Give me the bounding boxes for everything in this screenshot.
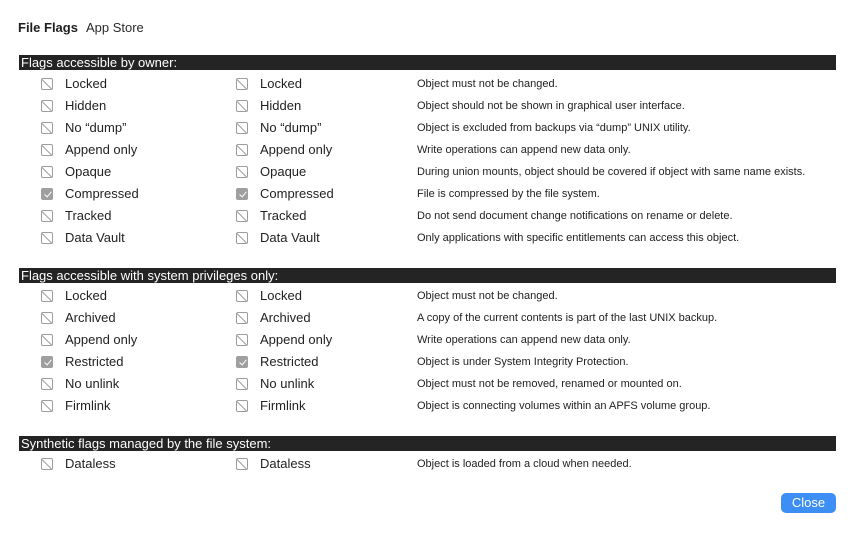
flag-label-b: Dataless — [260, 456, 311, 471]
flag-description: Only applications with specific entitlements can access this object. — [417, 232, 740, 244]
flag-label-b: Compressed — [260, 186, 334, 201]
flag-row-locked — [0, 74, 855, 96]
flag-label-a: Tracked — [65, 208, 112, 223]
file-name: App Store — [85, 20, 144, 35]
flag-label-b: Firmlink — [260, 398, 306, 413]
flag-label-b: No “dump” — [260, 120, 322, 135]
title-label: File Flags — [18, 20, 78, 35]
flag-row-compressed — [0, 184, 855, 206]
flag-description: Write operations can append new data only. — [417, 144, 631, 156]
flag-checkbox-a[interactable] — [41, 144, 53, 156]
flag-row-no-dump — [0, 118, 855, 140]
flag-label-b: Append only — [260, 142, 333, 157]
flag-label-b: Data Vault — [260, 230, 320, 245]
flag-checkbox-b[interactable] — [236, 210, 248, 222]
flag-row-data-vault — [0, 228, 855, 250]
flag-checkbox-a[interactable] — [41, 122, 53, 134]
flag-description: Object must not be removed, renamed or mounted on. — [417, 378, 682, 390]
flag-label-a: Hidden — [65, 98, 107, 113]
flag-label-a: Restricted — [65, 354, 124, 369]
flag-row-tracked — [0, 206, 855, 228]
flag-description: Object is under System Integrity Protection. — [417, 356, 629, 368]
flag-description: Object is excluded from backups via “dump” UNIX utility. — [417, 122, 691, 134]
flag-description: A copy of the current contents is part of the last UNIX backup. — [417, 312, 718, 324]
flag-row-hidden — [0, 96, 855, 118]
flag-row-firmlink — [0, 396, 855, 418]
flag-label-b: Tracked — [260, 208, 307, 223]
window-title — [18, 20, 144, 35]
flag-checkbox-b[interactable] — [236, 100, 248, 112]
flag-checkbox-b[interactable] — [236, 166, 248, 178]
section-header: Flags accessible with system privileges only: — [19, 268, 836, 283]
flag-checkbox-a[interactable] — [41, 356, 53, 368]
flag-label-a: Locked — [65, 288, 107, 303]
flag-description: Object must not be changed. — [417, 78, 558, 90]
flag-checkbox-a[interactable] — [41, 188, 53, 200]
flag-checkbox-b[interactable] — [236, 144, 248, 156]
flag-label-b: Opaque — [260, 164, 307, 179]
flag-checkbox-b[interactable] — [236, 290, 248, 302]
flag-label-b: Hidden — [260, 98, 302, 113]
flag-checkbox-b[interactable] — [236, 232, 248, 244]
flag-checkbox-a[interactable] — [41, 232, 53, 244]
flag-label-a: Data Vault — [65, 230, 125, 245]
flag-row-append-only — [0, 330, 855, 352]
flag-checkbox-b[interactable] — [236, 78, 248, 90]
flag-label-a: Locked — [65, 76, 107, 91]
flag-row-archived — [0, 308, 855, 330]
flag-label-a: No unlink — [65, 376, 120, 391]
flag-checkbox-a[interactable] — [41, 400, 53, 412]
flag-label-a: Archived — [65, 310, 116, 325]
flag-checkbox-a[interactable] — [41, 290, 53, 302]
flag-description: Object is loaded from a cloud when needed. — [417, 458, 632, 470]
flag-checkbox-a[interactable] — [41, 100, 53, 112]
flag-checkbox-b[interactable] — [236, 312, 248, 324]
flag-row-append-only — [0, 140, 855, 162]
flag-label-a: Append only — [65, 332, 138, 347]
flag-description: Object should not be shown in graphical user interface. — [417, 100, 685, 112]
flag-row-locked — [0, 286, 855, 308]
flag-label-a: Firmlink — [65, 398, 111, 413]
flag-checkbox-a[interactable] — [41, 312, 53, 324]
flag-label-b: Append only — [260, 332, 333, 347]
flag-label-b: Archived — [260, 310, 311, 325]
flag-label-a: Dataless — [65, 456, 116, 471]
flag-label-b: Restricted — [260, 354, 319, 369]
flag-description: During union mounts, object should be covered if object with same name exists. — [417, 166, 806, 178]
flag-checkbox-a[interactable] — [41, 378, 53, 390]
flag-checkbox-b[interactable] — [236, 458, 248, 470]
flag-checkbox-b[interactable] — [236, 122, 248, 134]
flag-description: Write operations can append new data only. — [417, 334, 631, 346]
flag-row-dataless — [0, 454, 855, 476]
flag-label-a: No “dump” — [65, 120, 127, 135]
flag-checkbox-b[interactable] — [236, 378, 248, 390]
flag-checkbox-a[interactable] — [41, 334, 53, 346]
flag-description: Object must not be changed. — [417, 290, 558, 302]
flag-label-a: Compressed — [65, 186, 139, 201]
flag-label-a: Append only — [65, 142, 138, 157]
flag-checkbox-a[interactable] — [41, 210, 53, 222]
flag-row-no-unlink — [0, 374, 855, 396]
section-header: Synthetic flags managed by the file system: — [19, 436, 836, 451]
flag-checkbox-b[interactable] — [236, 188, 248, 200]
section-header: Flags accessible by owner: — [19, 55, 836, 70]
close-button[interactable]: Close — [781, 493, 836, 513]
flag-checkbox-a[interactable] — [41, 166, 53, 178]
flag-checkbox-b[interactable] — [236, 334, 248, 346]
flag-checkbox-b[interactable] — [236, 400, 248, 412]
flag-checkbox-b[interactable] — [236, 356, 248, 368]
flag-description: Object is connecting volumes within an APFS volume group. — [417, 400, 711, 412]
flag-checkbox-a[interactable] — [41, 458, 53, 470]
flag-label-b: Locked — [260, 288, 302, 303]
flag-row-opaque — [0, 162, 855, 184]
flag-description: File is compressed by the file system. — [417, 188, 600, 200]
flag-label-a: Opaque — [65, 164, 112, 179]
flag-row-restricted — [0, 352, 855, 374]
flag-description: Do not send document change notifications on rename or delete. — [417, 210, 733, 222]
flag-label-b: Locked — [260, 76, 302, 91]
flag-checkbox-a[interactable] — [41, 78, 53, 90]
flag-label-b: No unlink — [260, 376, 315, 391]
